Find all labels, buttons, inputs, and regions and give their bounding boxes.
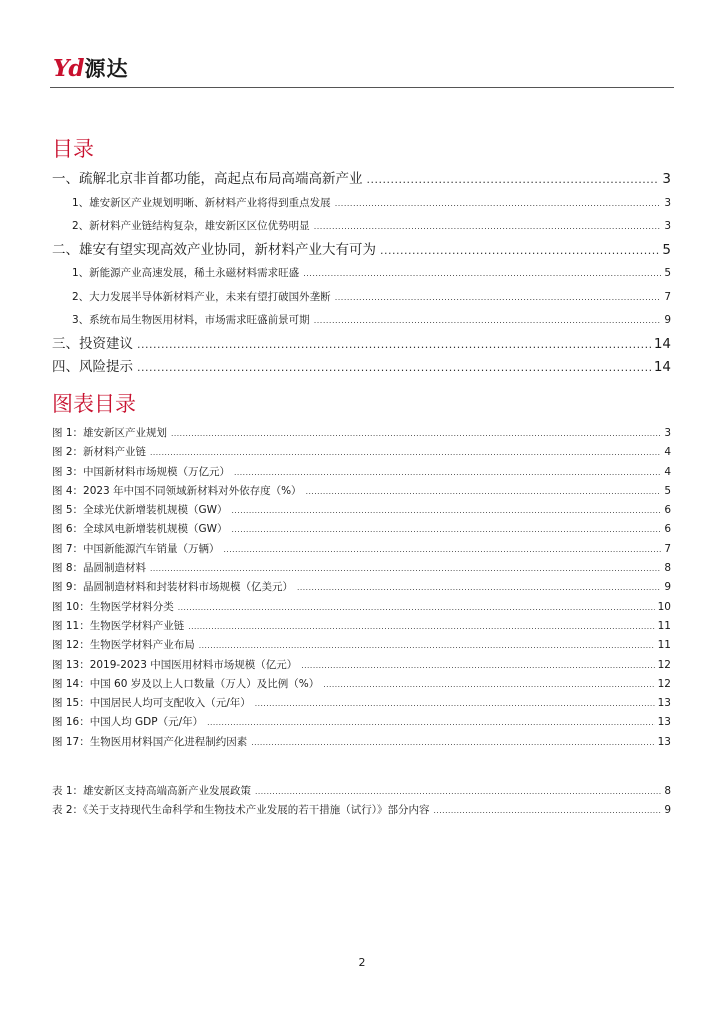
toc-entry-page: 14 xyxy=(653,359,671,375)
figure-entry[interactable] xyxy=(52,713,671,732)
logo-mark: Yd xyxy=(53,55,84,82)
header-divider xyxy=(50,87,674,88)
figure-entry-label: 图 13：2019-2023 中国医用材料市场规模（亿元） xyxy=(52,658,298,671)
figure-entry-label: 图 17：生物医用材料国产化进程制约因素 xyxy=(52,735,248,748)
dot-leader xyxy=(232,501,662,520)
figure-entry[interactable] xyxy=(52,617,671,636)
figure-entry-label: 图 7：中国新能源汽车销量（万辆） xyxy=(52,542,220,555)
figure-entry-label: 图 6：全球风电新增装机规模（GW） xyxy=(52,523,228,536)
toc-entry[interactable] xyxy=(52,168,671,192)
figure-entry-label: 图 4：2023 年中国不同领域新材料对外依存度（%） xyxy=(52,484,302,497)
toc-entry-page: 3 xyxy=(664,196,671,209)
figure-entry-label: 图 16：中国人均 GDP（元/年） xyxy=(52,716,204,729)
figure-entry[interactable] xyxy=(52,540,671,559)
figure-entry-page: 4 xyxy=(664,446,671,459)
figure-entry-page: 9 xyxy=(664,581,671,594)
dot-leader xyxy=(335,192,662,216)
figure-entry-page: 12 xyxy=(657,658,671,671)
page-header xyxy=(0,0,724,90)
toc-entry[interactable] xyxy=(52,286,671,310)
figure-entry[interactable] xyxy=(52,520,671,539)
dot-leader xyxy=(434,801,662,820)
figure-entry-page: 6 xyxy=(664,523,671,536)
toc-entry-label: 2、大力发展半导体新材料产业，未来有望打破国外垄断 xyxy=(72,290,331,303)
toc-entry[interactable] xyxy=(52,356,671,380)
toc-entry-label: 三、投资建议 xyxy=(52,335,133,352)
toc-entry-label: 3、系统布局生物医用材料，市场需求旺盛前景可期 xyxy=(72,314,310,326)
company-logo xyxy=(53,56,129,82)
figure-entry-label: 图 3：中国新材料市场规模（万亿元） xyxy=(52,465,231,478)
dot-leader xyxy=(297,578,661,597)
figure-entry[interactable] xyxy=(52,694,671,713)
figure-entry-page: 13 xyxy=(657,716,671,729)
toc-entry[interactable] xyxy=(52,239,671,263)
toc-entry-page: 3 xyxy=(662,171,671,187)
dot-leader xyxy=(137,333,651,357)
figure-entry[interactable] xyxy=(52,578,671,597)
dot-leader xyxy=(367,168,660,192)
figure-entry-page: 6 xyxy=(664,504,671,517)
toc-entry[interactable] xyxy=(52,262,671,286)
figure-entry-label: 图 10：生物医学材料分类 xyxy=(52,600,174,613)
dot-leader xyxy=(314,309,662,333)
dot-leader xyxy=(188,617,654,636)
toc-entry[interactable] xyxy=(52,333,671,357)
table-entry-page: 8 xyxy=(664,785,671,797)
dot-leader xyxy=(137,356,651,380)
figure-entry[interactable] xyxy=(52,733,671,752)
dot-leader xyxy=(224,540,662,559)
dot-leader xyxy=(251,733,654,752)
figure-entry-label: 图 5：全球光伏新增装机规模（GW） xyxy=(52,504,228,517)
table-entry-label: 表 1：雄安新区支持高端高新产业发展政策 xyxy=(52,785,252,797)
figure-entry[interactable] xyxy=(52,463,671,482)
toc-entry-label: 1、雄安新区产业规划明晰、新材料产业将得到重点发展 xyxy=(72,196,331,209)
figure-entry-label: 图 12：生物医学材料产业布局 xyxy=(52,639,195,652)
table-of-contents xyxy=(52,168,671,380)
figure-entry-page: 11 xyxy=(657,619,671,632)
figure-entry-label: 图 14：中国 60 岁及以上人口数量（万人）及比例（%） xyxy=(52,677,320,690)
figure-entry-page: 11 xyxy=(657,639,671,652)
figure-entry[interactable] xyxy=(52,424,671,443)
dot-leader xyxy=(150,443,661,462)
figure-entry[interactable] xyxy=(52,598,671,617)
dot-leader xyxy=(255,782,661,801)
dot-leader xyxy=(303,262,661,286)
toc-entry-page: 5 xyxy=(664,267,671,279)
dot-leader xyxy=(335,286,662,310)
toc-entry-page: 3 xyxy=(664,220,671,232)
dot-leader xyxy=(306,482,662,501)
dot-leader xyxy=(234,463,661,482)
toc-entry-page: 9 xyxy=(664,314,671,326)
figure-entry[interactable] xyxy=(52,559,671,578)
figure-entry-page: 13 xyxy=(657,697,671,710)
figure-entry[interactable] xyxy=(52,675,671,694)
toc-entry-label: 1、新能源产业高速发展，稀土永磁材料需求旺盛 xyxy=(72,267,300,279)
toc-title: 目录 xyxy=(52,137,94,161)
figure-entry[interactable] xyxy=(52,443,671,462)
figure-entry-label: 图 1：雄安新区产业规划 xyxy=(52,427,168,439)
table-entry-label: 表 2：《关于支持现代生命科学和生物技术产业发展的若干措施（试行）》部分内容 xyxy=(52,804,430,817)
toc-entry-page: 5 xyxy=(662,241,671,258)
toc-entry[interactable] xyxy=(52,192,671,216)
dot-leader xyxy=(255,694,655,713)
figure-entry-label: 图 11：生物医学材料产业链 xyxy=(52,619,185,632)
dot-leader xyxy=(199,636,655,655)
figure-entry-page: 5 xyxy=(664,484,671,497)
figure-list xyxy=(52,424,671,752)
figure-entry-page: 3 xyxy=(664,427,671,439)
table-entry-page: 9 xyxy=(664,804,671,817)
figure-entry-page: 12 xyxy=(657,677,671,690)
figure-entry[interactable] xyxy=(52,636,671,655)
table-list xyxy=(52,782,671,821)
dot-leader xyxy=(301,656,654,675)
figure-entry[interactable] xyxy=(52,482,671,501)
dot-leader xyxy=(150,559,661,578)
toc-entry-label: 四、风险提示 xyxy=(52,359,133,375)
figure-entry[interactable] xyxy=(52,656,671,675)
figure-entry[interactable] xyxy=(52,501,671,520)
figure-entry-label: 图 2：新材料产业链 xyxy=(52,446,147,459)
toc-entry-label: 一、疏解北京非首都功能，高起点布局高端高新产业 xyxy=(52,171,363,187)
dot-leader xyxy=(232,520,662,539)
page-number: 2 xyxy=(358,956,366,969)
figure-entry-page: 7 xyxy=(664,542,671,555)
table-entry[interactable] xyxy=(52,782,671,801)
dot-leader xyxy=(171,424,661,443)
figure-entry-page: 4 xyxy=(664,465,671,478)
toc-entry-page: 14 xyxy=(653,335,671,352)
logo-text: 源达 xyxy=(84,57,129,81)
dot-leader xyxy=(380,239,659,263)
table-entry[interactable] xyxy=(52,801,671,820)
dot-leader xyxy=(207,713,654,732)
figure-entry-page: 10 xyxy=(657,600,671,613)
toc-entry-page: 7 xyxy=(664,290,671,303)
dot-leader xyxy=(314,215,662,239)
toc-entry[interactable] xyxy=(52,309,671,333)
toc-entry-label: 二、雄安有望实现高效产业协同，新材料产业大有可为 xyxy=(52,241,376,258)
figure-entry-label: 图 15：中国居民人均可支配收入（元/年） xyxy=(52,697,251,710)
dot-leader xyxy=(323,675,654,694)
figure-list-title: 图表目录 xyxy=(52,392,136,416)
figure-entry-label: 图 9：晶圆制造材料和封装材料市场规模（亿美元） xyxy=(52,581,294,594)
toc-entry-label: 2、新材料产业链结构复杂，雄安新区区位优势明显 xyxy=(72,220,310,232)
toc-entry[interactable] xyxy=(52,215,671,239)
figure-entry-label: 图 8：晶圆制造材料 xyxy=(52,562,147,575)
figure-entry-page: 13 xyxy=(657,735,671,748)
figure-entry-page: 8 xyxy=(664,562,671,575)
dot-leader xyxy=(178,598,655,617)
